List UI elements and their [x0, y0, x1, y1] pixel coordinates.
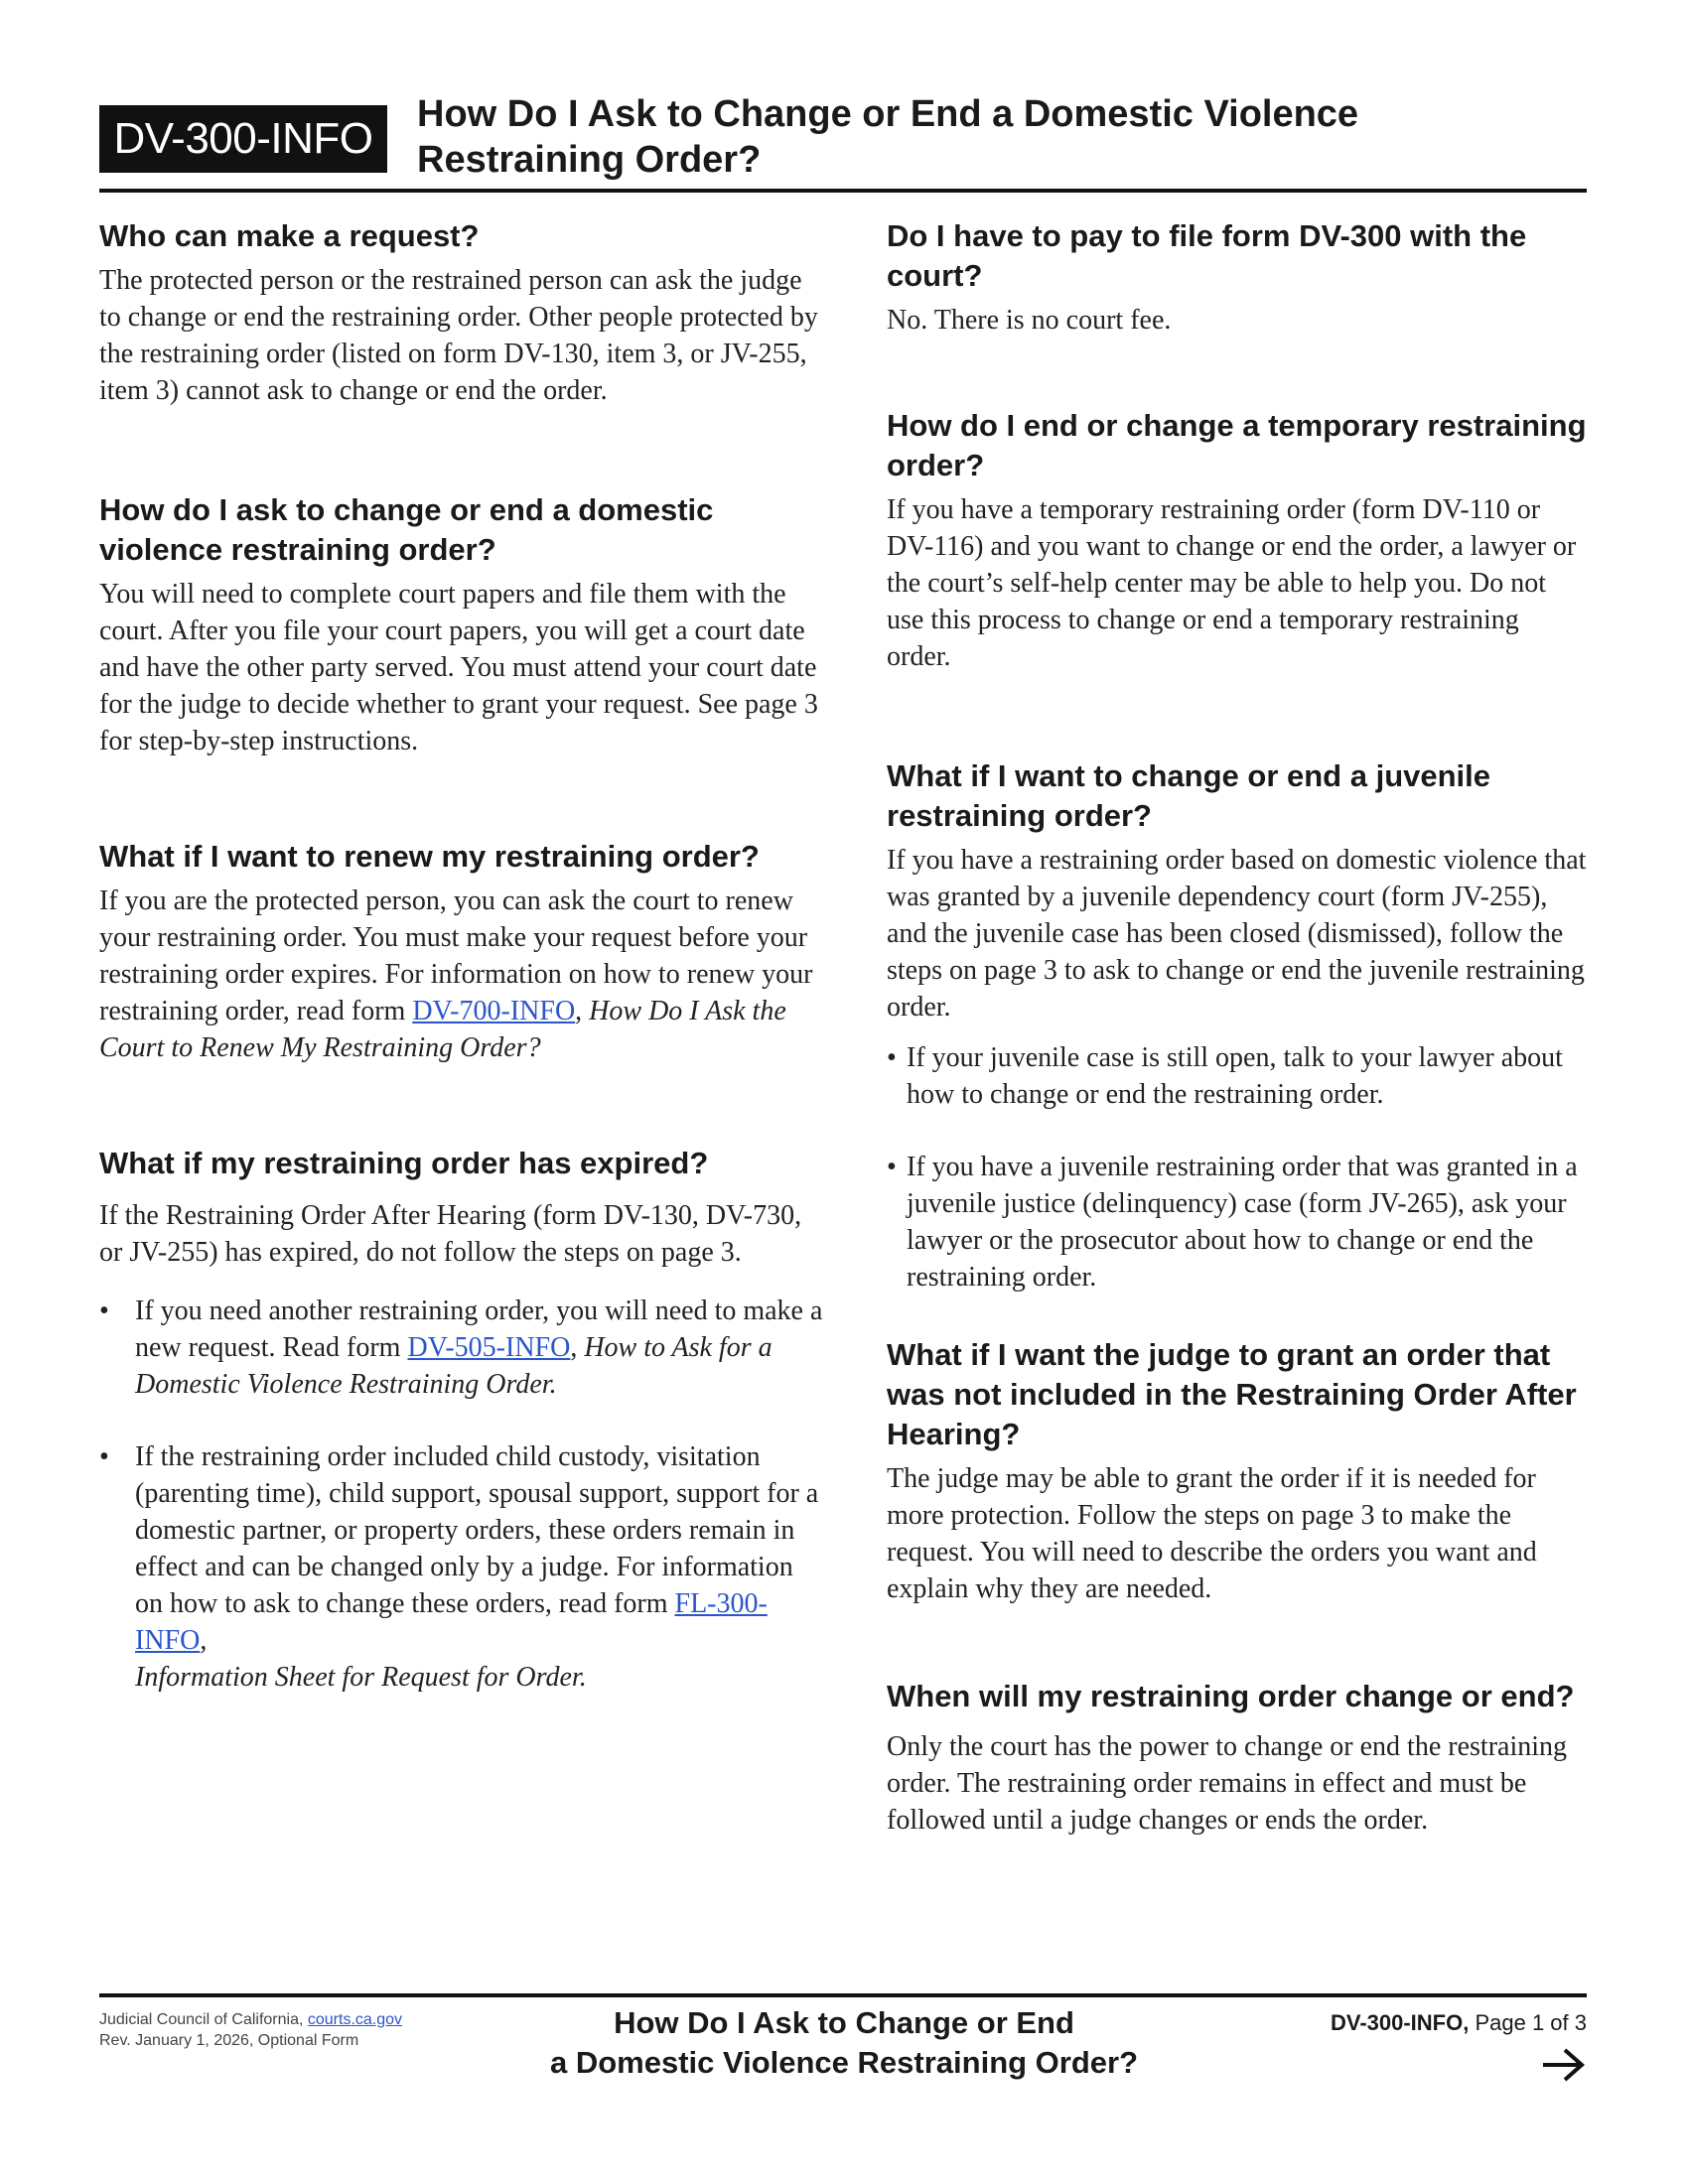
title-line-1: How Do I Ask to Change or End a Domestic Violence: [417, 93, 1359, 135]
list-item: • If the restraining order included child custody, visitation (parenting time), child support, spousal support, support for a domestic partner, or property orders, these orders remain in effect and can be changed only by a judge. For information on how to ask to change these orders, read form FL-300-INFO, Information Sheet for Request for Order.: [99, 1438, 824, 1696]
section-heading: Do I have to pay to file form DV-300 with the court?: [887, 218, 1527, 293]
list-item: • If you have a juvenile restraining order that was granted in a juvenile justice (delinquency) case (form JV-265), ask your lawyer or the prosecutor about how to change or end the restraining order.: [887, 1149, 1587, 1296]
section-heading: How do I ask to change or end a domestic violence restraining order?: [99, 492, 714, 567]
dv-700-info-link[interactable]: DV-700-INFO: [412, 996, 576, 1026]
bullet-icon: •: [887, 1152, 897, 1182]
section-heading: When will my restraining order change or end?: [887, 1679, 1575, 1713]
bullet-icon: •: [99, 1441, 109, 1472]
title-line-2: Restraining Order?: [417, 139, 762, 181]
bullet-icon: •: [99, 1296, 109, 1326]
section-body: The protected person or the restrained person can ask the judge to change or end the restraining order. Other people protected by the restraining order (listed on form DV-130, item 3, or JV-255, item 3) cannot ask to change or end the order.: [99, 265, 818, 406]
section-heading: Who can make a request?: [99, 218, 480, 253]
left-column: [99, 216, 824, 1731]
footer-divider: [99, 1993, 1587, 1997]
section-how-to-ask: [99, 490, 824, 759]
footer-form-id: DV-300-INFO,: [1330, 2010, 1470, 2035]
page-title: [417, 91, 1509, 183]
right-arrow-icon: [1541, 2045, 1587, 2085]
footer-title: How Do I Ask to Change or End a Domestic Violence Restraining Order?: [549, 2005, 1139, 2080]
section-temporary-order: [887, 406, 1587, 675]
section-court-fee: [887, 216, 1587, 339]
section-juvenile-order: [887, 756, 1587, 1296]
bullet-icon: •: [887, 1042, 897, 1073]
page-number: [1331, 2009, 1587, 2037]
section-body: If you are the protected person, you can ask the court to renew your restraining order. You must make your request before your restraining order expires. For information on how to renew your restraining order, read form DV-700-INFO, How Do I Ask the Court to Renew My Restraining Order?: [99, 886, 813, 1063]
section-expired: [99, 1144, 824, 1696]
section-who-can-request: [99, 216, 824, 409]
page-count: Page 1 of 3: [1469, 2010, 1587, 2035]
section-heading: What if my restraining order has expired?: [99, 1146, 709, 1180]
section-body: If you have a restraining order based on domestic violence that was granted by a juvenile dependency court (form JV-255), and the juvenile case has been closed (dismissed), follow the steps on page 3 to ask to change or end the juvenile restraining order.: [887, 845, 1587, 1023]
section-heading: How do I end or change a temporary restraining order?: [887, 408, 1587, 482]
section-body: Only the court has the power to change or end the restraining order. The restraining order remains in effect and must be followed until a judge changes or ends the order.: [887, 1731, 1568, 1836]
section-heading: What if I want the judge to grant an order that was not included in the Restraining Order After Hearing?: [887, 1337, 1577, 1451]
section-when-change: [887, 1677, 1587, 1839]
page-header: [99, 91, 1587, 187]
list-item: • If your juvenile case is still open, talk to your lawyer about how to change or end the restraining order.: [887, 1039, 1587, 1113]
list-item: • If you need another restraining order, you will need to make a new request. Read form DV-505-INFO, How to Ask for a Domestic Violence Restraining Order.: [99, 1293, 824, 1403]
section-body: No. There is no court fee.: [887, 305, 1172, 336]
section-additional-order: [887, 1335, 1587, 1607]
section-heading: What if I want to renew my restraining order?: [99, 839, 760, 874]
dv-505-info-link[interactable]: DV-505-INFO: [407, 1332, 571, 1363]
right-column: [887, 216, 1587, 1839]
section-body: The judge may be able to grant the order if it is needed for more protection. Follow the steps on page 3 to make the request. You will need to describe the orders you want and explain why they are needed.: [887, 1463, 1537, 1604]
section-heading: What if I want to change or end a juvenile restraining order?: [887, 758, 1491, 833]
bullet-list: [887, 1039, 1587, 1296]
footer-publisher: Judicial Council of California, courts.ca.gov Rev. January 1, 2026, Optional Form: [99, 2011, 403, 2049]
form-id-badge: DV-300-INFO: [99, 105, 387, 173]
revision-date: Rev. January 1, 2026, Optional Form: [99, 2032, 359, 2049]
bullet-list: [99, 1293, 824, 1696]
section-body: If the Restraining Order After Hearing (form DV-130, DV-730, or JV-255) has expired, do not follow the steps on page 3.: [99, 1200, 802, 1268]
section-renew: [99, 837, 824, 1066]
section-body: If you have a temporary restraining order (form DV-110 or DV-116) and you want to change or end the order, a lawyer or the court’s self-help center may be able to help you. Do not use this process to change or end a temporary restraining order.: [887, 494, 1577, 672]
fl-300-info-link[interactable]: FL-300-INFO: [135, 1588, 768, 1656]
section-body: You will need to complete court papers and file them with the court. After you file your court papers, you will get a court date and have the other party served. You must attend your court date for the judge to decide whether to grant your request. See page 3 for step-by-step instructions.: [99, 579, 818, 756]
header-divider: [99, 189, 1587, 193]
courts-link[interactable]: courts.ca.gov: [307, 2011, 403, 2028]
